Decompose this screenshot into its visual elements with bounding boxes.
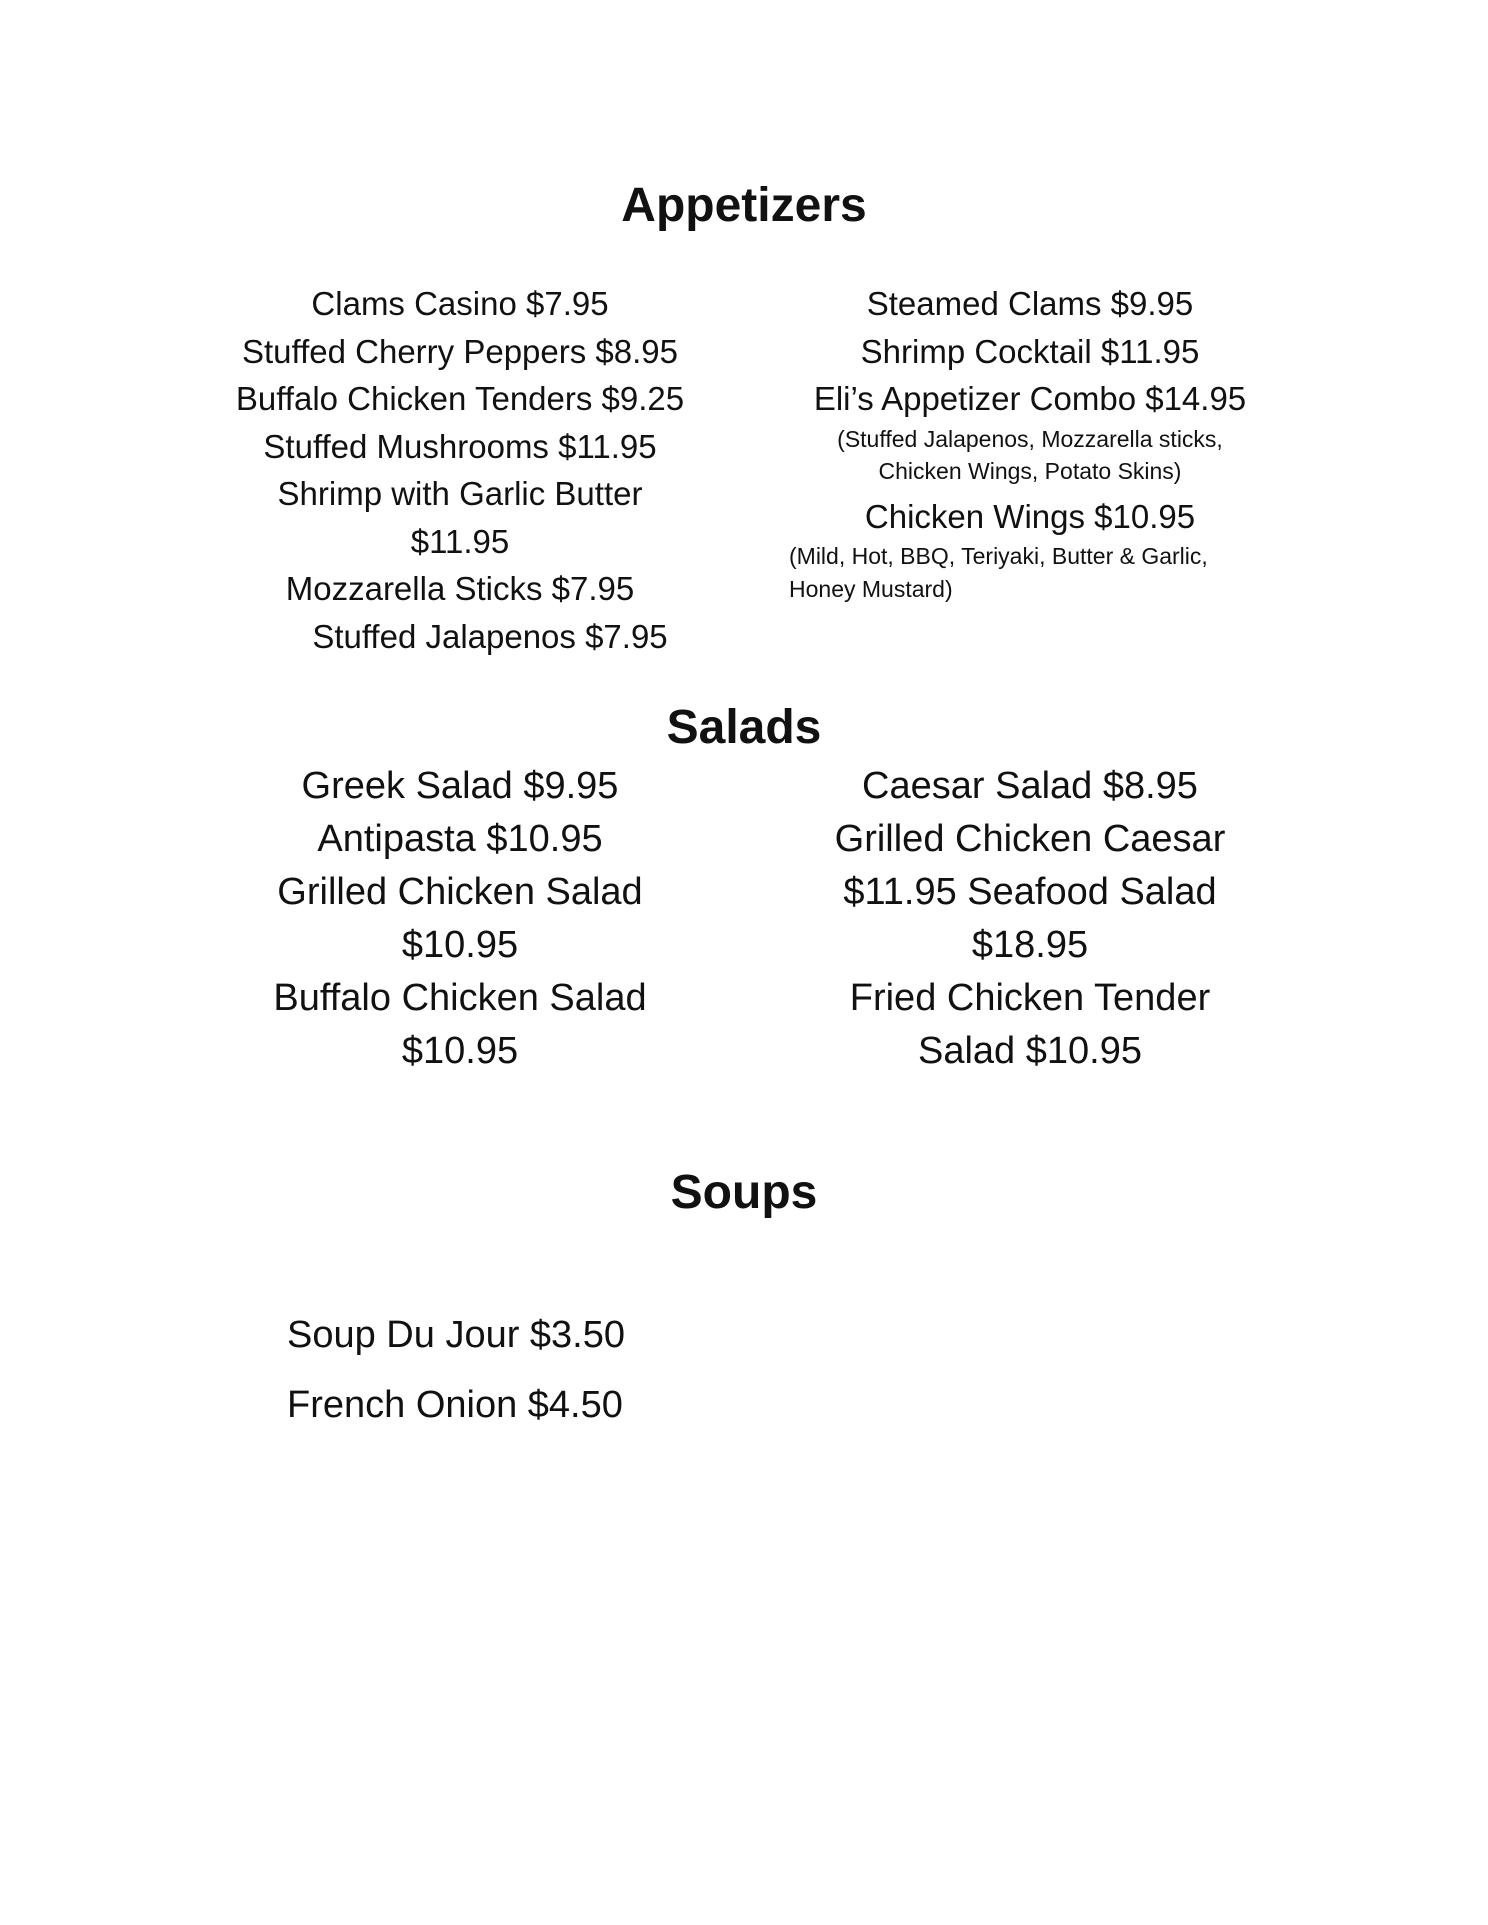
menu-item: Buffalo Chicken Salad [273, 977, 647, 1019]
menu-item: Stuffed Cherry Peppers $8.95 [242, 332, 678, 370]
menu-item-price: $11.95 [410, 522, 510, 560]
menu-item: Antipasta $10.95 [317, 818, 603, 860]
salads-heading: Salads [666, 701, 822, 754]
soups-list [287, 1312, 625, 1452]
menu-item: Steamed Clams $9.95 [866, 285, 1194, 322]
menu-item-price: $10.95 [401, 1030, 519, 1072]
menu-item-note: Chicken Wings, Potato Skins) [878, 457, 1182, 484]
menu-item: French Onion $4.50 [287, 1384, 623, 1426]
menu-item: Soup Du Jour $3.50 [287, 1314, 626, 1356]
salads-right-column [760, 760, 1300, 1078]
menu-item: Shrimp with Garlic Butter [277, 475, 643, 512]
menu-item: Chicken Wings $10.95 [864, 497, 1196, 535]
menu-item-price: $10.95 [401, 924, 519, 966]
menu-item: Grilled Chicken Salad [277, 871, 643, 913]
menu-item: Eli’s Appetizer Combo $14.95 [813, 380, 1247, 417]
menu-item: Stuffed Jalapenos $7.95 [312, 617, 668, 655]
menu-item: Salad $10.95 [918, 1030, 1142, 1072]
menu-item: Stuffed Mushrooms $11.95 [263, 427, 657, 465]
menu-item-note: (Stuffed Jalapenos, Mozzarella sticks, [837, 425, 1223, 452]
menu-item: Grilled Chicken Caesar [834, 818, 1226, 860]
menu-item: Buffalo Chicken Tenders $9.25 [235, 380, 685, 417]
menu-item: Caesar Salad $8.95 [862, 765, 1198, 807]
soups-heading: Soups [670, 1166, 818, 1219]
menu-item: $11.95 Seafood Salad [843, 871, 1217, 913]
appetizers-heading: Appetizers [621, 179, 867, 232]
menu-item: Mozzarella Sticks $7.95 [285, 570, 635, 607]
salads-left-column [190, 760, 730, 1078]
menu-item: Fried Chicken Tender [849, 977, 1211, 1019]
menu-item: Greek Salad $9.95 [301, 765, 619, 807]
appetizers-left-column [190, 280, 730, 660]
menu-item-note: (Mild, Hot, BBQ, Teriyaki, Butter & Garlic, Honey Mustard) [789, 543, 1208, 602]
menu-item-price: $18.95 [971, 924, 1089, 966]
appetizers-right-column [760, 280, 1300, 606]
menu-item: Clams Casino $7.95 [311, 285, 609, 322]
menu-item: Shrimp Cocktail $11.95 [860, 332, 1200, 370]
